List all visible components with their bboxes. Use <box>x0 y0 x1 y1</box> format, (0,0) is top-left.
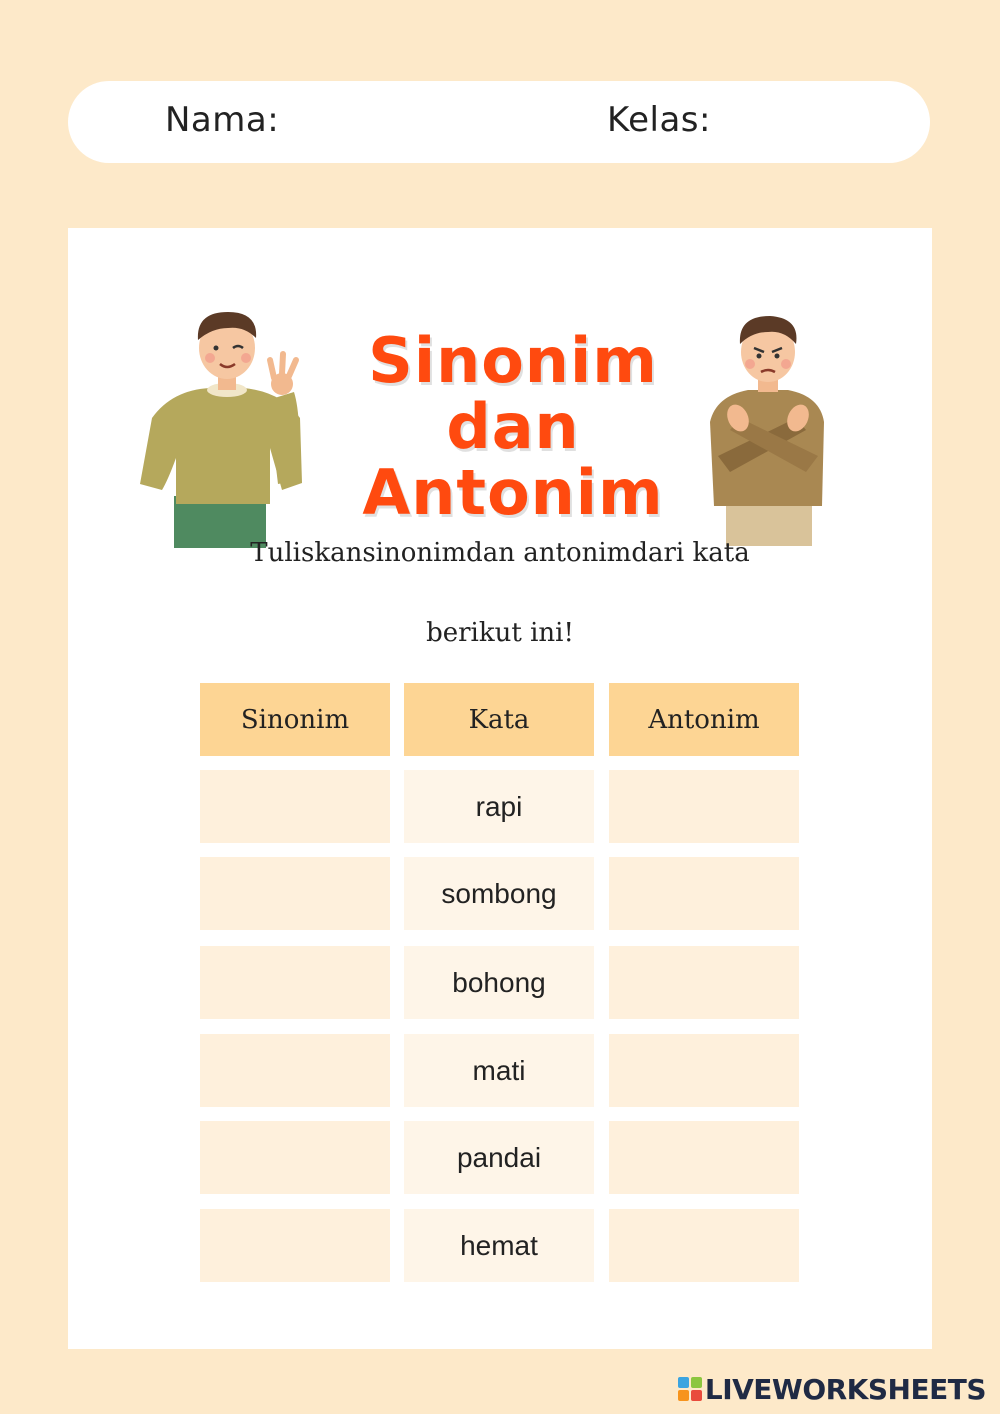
title-line-antonim: Antonim <box>362 456 664 529</box>
antonim-answer-cell[interactable] <box>609 770 799 843</box>
antonim-answer-cell[interactable] <box>609 1209 799 1282</box>
name-label: Nama: <box>165 100 280 140</box>
antonim-answer-input[interactable] <box>617 781 791 833</box>
antonim-answer-cell[interactable] <box>609 857 799 930</box>
word-cell: mati <box>404 1034 594 1107</box>
word-cell: sombong <box>404 857 594 930</box>
instruction-line-1: Tuliskansinonimdan antonimdari kata <box>250 538 750 568</box>
sinonim-answer-input[interactable] <box>208 781 382 833</box>
class-label: Kelas: <box>607 100 711 140</box>
sinonim-answer-input[interactable] <box>208 1220 382 1272</box>
liveworksheets-brand: LIVEWORKSHEETS <box>704 1372 986 1406</box>
sinonim-answer-cell[interactable] <box>200 946 390 1019</box>
word-cell: rapi <box>404 770 594 843</box>
instruction-line-2: berikut ini! <box>426 618 574 648</box>
student-info-bar <box>68 81 930 163</box>
antonim-answer-input[interactable] <box>617 1220 791 1272</box>
antonim-answer-input[interactable] <box>617 868 791 920</box>
column-header-sinonim: Sinonim <box>200 683 390 756</box>
sinonim-answer-input[interactable] <box>208 1045 382 1097</box>
column-header-antonim: Antonim <box>609 683 799 756</box>
boy-ok-gesture-illustration <box>132 308 312 548</box>
antonim-answer-cell[interactable] <box>609 1034 799 1107</box>
title-line-sinonim: Sinonim <box>368 324 658 397</box>
sinonim-answer-cell[interactable] <box>200 1121 390 1194</box>
worksheet-card <box>68 228 932 1349</box>
word-cell: hemat <box>404 1209 594 1282</box>
antonim-answer-input[interactable] <box>617 957 791 1009</box>
word-cell: bohong <box>404 946 594 1019</box>
antonim-answer-cell[interactable] <box>609 946 799 1019</box>
sinonim-answer-cell[interactable] <box>200 1209 390 1282</box>
sinonim-answer-cell[interactable] <box>200 1034 390 1107</box>
boy-crossed-arms-illustration <box>708 314 828 546</box>
sinonim-answer-cell[interactable] <box>200 857 390 930</box>
sinonim-answer-cell[interactable] <box>200 770 390 843</box>
word-cell: pandai <box>404 1121 594 1194</box>
sinonim-answer-input[interactable] <box>208 1132 382 1184</box>
liveworksheets-logo-icon <box>678 1377 702 1401</box>
antonim-answer-input[interactable] <box>617 1132 791 1184</box>
sinonim-answer-input[interactable] <box>208 957 382 1009</box>
sinonim-answer-input[interactable] <box>208 868 382 920</box>
antonim-answer-cell[interactable] <box>609 1121 799 1194</box>
liveworksheets-footer <box>678 1374 986 1404</box>
antonim-answer-input[interactable] <box>617 1045 791 1097</box>
worksheet-title <box>348 324 678 529</box>
column-header-kata: Kata <box>404 683 594 756</box>
title-line-dan: dan <box>446 390 580 463</box>
